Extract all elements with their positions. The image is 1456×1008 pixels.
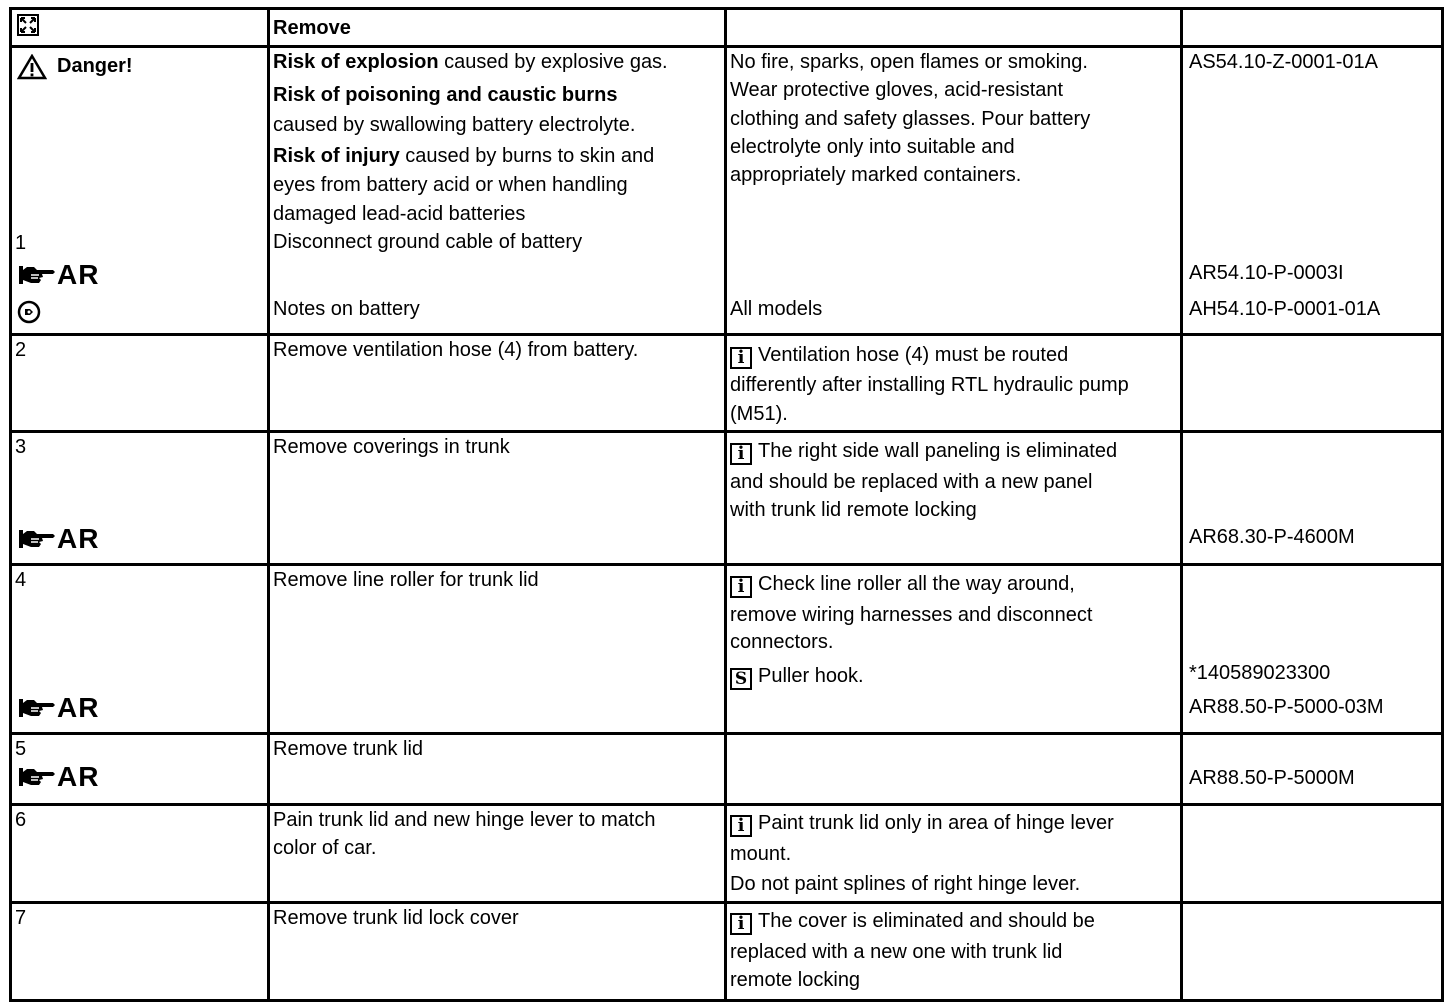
step-row: 3 AR Remove coverings in trunk i The right side wall paneling is eliminated and should be replaced with a new panel with trunk lid remote locking AR68.30-P-4600M [11,432,1443,565]
pointing-hand-icon [17,695,57,721]
step-text: Remove ventilation hose (4) from battery. [273,339,639,361]
ar-link[interactable]: AR [17,261,99,289]
pointing-hand-icon [17,764,57,790]
ref-link[interactable]: AR88.50-P-5000-03M [1189,696,1384,718]
step-text: Disconnect ground cable of battery [273,231,583,253]
step-row: 6 Pain trunk lid and new hinge lever to match color of car. i Paint trunk lid only in area of hinge lever mount. Do not paint splines of right hinge lever. [11,805,1443,903]
risk-poisoning: Risk of poisoning and caustic burns [273,84,618,106]
danger-risks-cell: Risk of explosion caused by explosive gas. Risk of poisoning and caustic burns caused by swallowing battery electrolyte. Risk of injury caused by burns to skin and eyes from battery acid or when handling damaged lead-acid batteries Disconnect ground cable of battery Notes on battery [269,47,726,335]
expand-icon [17,14,39,36]
step-number: 4 [15,569,27,591]
info-icon: i [730,347,752,369]
header-icon-cell [11,9,269,47]
header-title-cell [269,9,726,47]
ref-link[interactable]: AR68.30-P-4600M [1189,526,1355,548]
ar-link[interactable]: AR [17,694,99,722]
step-row: 2 Remove ventilation hose (4) from battery. i Ventilation hose (4) must be routed differently after installing RTL hydraulic pump (M51). [11,335,1443,432]
step-row: 4 AR Remove line roller for trunk lid i Check line roller all the way around, remove wiring harnesses and disconnect connectors. S Puller hook. *140589023300 AR88.50-P-5000-03M [11,565,1443,734]
step-number: 3 [15,436,27,458]
danger-ref-cell [1182,47,1443,335]
info-icon: i [730,815,752,837]
notes-models: All models [730,298,823,320]
step-number: 7 [15,907,27,929]
info-icon: i [730,913,752,935]
step-row: 7 Remove trunk lid lock cover i The cover is eliminated and should be replaced with a new one with trunk lid remote locking [11,903,1443,1001]
info-icon: i [730,576,752,598]
notes-on-battery[interactable]: Notes on battery [273,298,420,320]
ref-link[interactable]: AR54.10-P-0003I [1189,262,1344,284]
step-text: Remove line roller for trunk lid [273,569,539,591]
danger-label: Danger! [17,52,133,81]
header-row [11,9,1443,47]
step-text: Remove trunk lid [273,738,424,760]
special-tool-icon: S [730,668,752,690]
ar-link[interactable]: AR [17,763,99,791]
step-row [11,734,1443,805]
danger-row [11,47,1443,335]
header-title: Remove [273,17,351,39]
step-number: 2 [15,339,27,361]
warning-triangle-icon [17,54,47,80]
step-text: Remove trunk lid lock cover [273,907,519,929]
tool-name: Puller hook. [758,665,864,687]
ar-link[interactable]: AR [17,525,99,553]
procedure-table [9,7,1444,1002]
pointing-hand-icon [17,262,57,288]
pointing-hand-icon [17,526,57,552]
step-number: 1 [15,232,27,254]
danger-label-cell [11,47,269,335]
step-number: 6 [15,809,27,831]
ref-link[interactable]: AH54.10-P-0001-01A [1189,298,1381,320]
battery-note-icon [17,300,41,324]
header-empty-cell-2 [1182,9,1443,47]
tool-number[interactable]: *140589023300 [1189,662,1331,684]
header-empty-cell [726,9,1182,47]
step-number: 5 [15,738,27,760]
risk-injury: Risk of injury [273,145,400,167]
risk-explosion: Risk of explosion [273,51,439,73]
danger-notes-cell: No fire, sparks, open flames or smoking. Wear protective gloves, acid-resistant clothing and safety glasses. Pour battery electrolyte only into suitable and appropriately marked containers. All models [726,47,1182,335]
ref-link[interactable]: AS54.10-Z-0001-01A [1189,51,1379,73]
ref-link[interactable]: AR88.50-P-5000M [1189,767,1355,789]
info-icon: i [730,443,752,465]
step-text: Pain trunk lid and new hinge lever to match [273,809,656,831]
step-text: Remove coverings in trunk [273,436,510,458]
